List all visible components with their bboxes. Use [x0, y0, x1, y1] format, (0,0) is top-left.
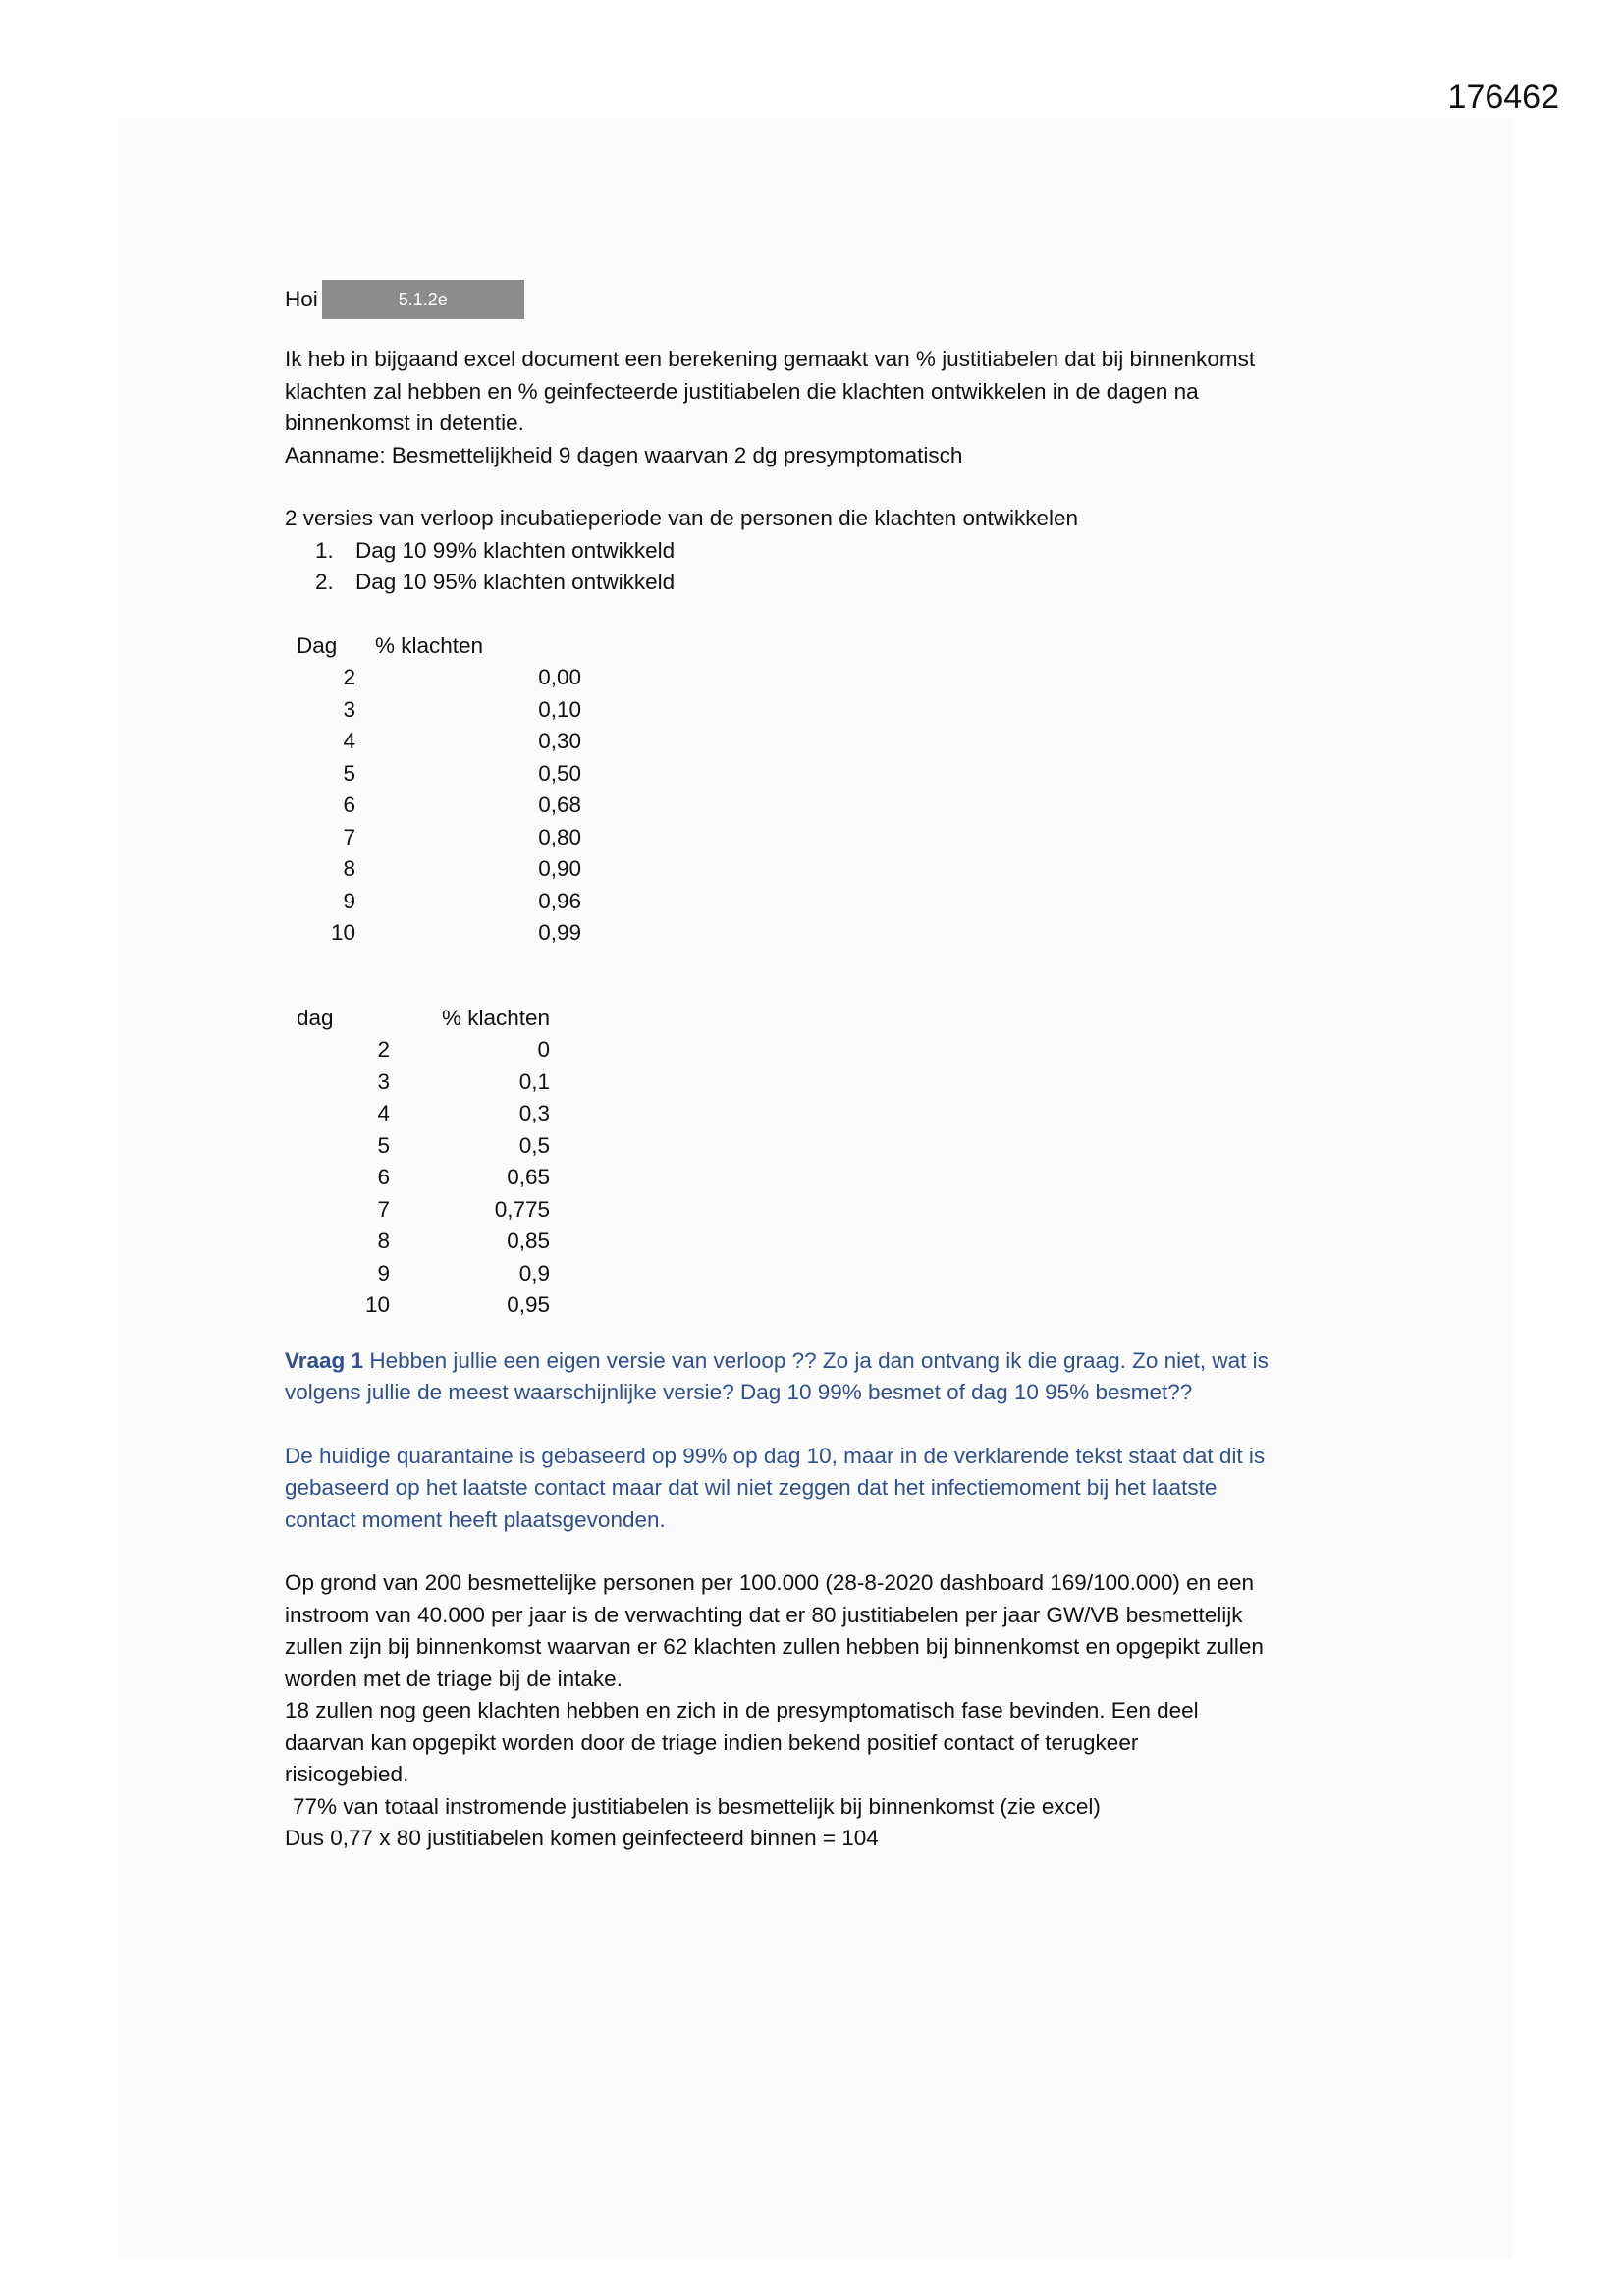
- day-cell: 2: [377, 1037, 390, 1062]
- value-cell: 0,96: [538, 888, 581, 913]
- value-cell: 0,99: [538, 920, 581, 945]
- table-header-row: [297, 1003, 550, 1035]
- assumption-line: Aanname: Besmettelijkheid 9 dagen waarvan 2 dg presymptomatisch: [285, 442, 963, 467]
- day-cell: 7: [377, 1196, 390, 1222]
- quarantine-line: De huidige quarantaine is gebaseerd op 99% op dag 10, maar in de verklarende tekst staat dat dit is: [285, 1443, 1266, 1468]
- table-row: [297, 1194, 550, 1227]
- day-cell: 5: [343, 760, 355, 786]
- table-row: [297, 1258, 550, 1290]
- incubation-table-95: [297, 1003, 550, 1322]
- value-cell: 0,80: [538, 824, 581, 849]
- table-row: [297, 758, 581, 791]
- value-cell: 0,775: [494, 1196, 550, 1222]
- day-cell: 5: [377, 1132, 390, 1158]
- redaction-box: [322, 280, 524, 319]
- day-cell: 2: [343, 665, 355, 689]
- estimate-line: 77% van totaal instromende justitiabelen is besmettelijk bij binnenkomst (zie excel): [293, 1793, 1101, 1819]
- intro-line: Ik heb in bijgaand excel document een berekening gemaakt van % justitiabelen dat bij binnenkomst: [285, 347, 1256, 371]
- value-cell: 0,90: [538, 856, 581, 881]
- column-header-day: Dag: [297, 632, 338, 658]
- day-cell: 4: [377, 1101, 390, 1125]
- table-row: [297, 1098, 550, 1130]
- document-body: [285, 279, 1365, 1855]
- table-row: [297, 790, 581, 822]
- quarantine-line: contact moment heeft plaatsgevonden.: [285, 1506, 666, 1532]
- table-row: [297, 886, 581, 918]
- table-row: [297, 694, 581, 727]
- column-header-day: dag: [297, 1005, 334, 1030]
- quarantine-paragraph: [285, 1441, 1365, 1537]
- table-row: [297, 917, 581, 950]
- value-cell: 0: [537, 1037, 550, 1062]
- table-row: [297, 1162, 550, 1194]
- day-cell: 3: [343, 696, 355, 722]
- document-id: 176462: [1447, 79, 1559, 116]
- value-cell: 0,1: [518, 1068, 550, 1094]
- day-cell: 4: [343, 729, 355, 753]
- table-row: [297, 1130, 550, 1163]
- estimate-line: worden met de triage bij de intake.: [285, 1666, 623, 1691]
- column-header-complaints: % klachten: [441, 1005, 550, 1030]
- table-row: [297, 1226, 550, 1258]
- versions-list: [285, 535, 1365, 599]
- versions-section: [285, 503, 1365, 599]
- value-cell: 0,65: [507, 1165, 550, 1189]
- value-cell: 0,68: [538, 793, 581, 817]
- day-cell: 9: [343, 888, 355, 913]
- quarantine-line: gebaseerd op het laatste contact maar dat wil niet zeggen dat het infectiemoment bij het laatste: [285, 1475, 1218, 1500]
- estimate-line: risicogebied.: [285, 1762, 409, 1786]
- list-item: 2. Dag 10 95% klachten ontwikkeld: [340, 567, 1365, 599]
- list-item: 1. Dag 10 99% klachten ontwikkeld: [340, 535, 1365, 568]
- day-cell: 3: [377, 1068, 390, 1094]
- value-cell: 0,10: [538, 696, 581, 722]
- estimate-line: Dus 0,77 x 80 justitiabelen komen geinfecteerd binnen = 104: [285, 1826, 879, 1850]
- value-cell: 0,9: [518, 1260, 550, 1285]
- day-cell: 9: [377, 1260, 390, 1285]
- value-cell: 0,5: [518, 1132, 550, 1158]
- day-cell: 8: [343, 856, 355, 881]
- table-row: [297, 822, 581, 854]
- table-row: [297, 1289, 550, 1322]
- table-row: [297, 853, 581, 886]
- greeting-word: Hoi: [285, 286, 318, 311]
- value-cell: 0,85: [507, 1229, 550, 1253]
- day-cell: 8: [377, 1229, 390, 1253]
- day-cell: 10: [330, 920, 355, 945]
- redaction-label: 5.1.2e: [398, 289, 448, 309]
- estimate-line: 18 zullen nog geen klachten hebben en zich in de presymptomatisch fase bevinden. Een deel: [285, 1698, 1199, 1722]
- day-cell: 6: [343, 793, 355, 817]
- value-cell: 0,95: [507, 1292, 550, 1317]
- question-line: [285, 1345, 1365, 1378]
- estimate-line: daarvan kan opgepikt worden door de triage indien bekend positief contact of terugkeer: [285, 1729, 1139, 1755]
- question-text: Hebben jullie een eigen versie van verloop ?? Zo ja dan ontvang ik die graag. Zo niet, wat is: [363, 1347, 1269, 1373]
- table-row: [297, 1066, 550, 1099]
- intro-line: binnenkomst in detentie.: [285, 410, 524, 435]
- column-header-complaints: % klachten: [375, 632, 484, 658]
- greeting: [285, 279, 1365, 320]
- day-cell: 7: [343, 824, 355, 849]
- versions-heading: 2 versies van verloop incubatieperiode van de personen die klachten ontwikkelen: [285, 506, 1079, 530]
- value-cell: 0,30: [538, 729, 581, 753]
- table-header-row: [297, 630, 581, 663]
- estimate-line: instroom van 40.000 per jaar is de verwachting dat er 80 justitiabelen per jaar GW/VB besmettelijk: [285, 1602, 1243, 1627]
- table-row: [297, 662, 581, 694]
- estimate-line: zullen zijn bij binnenkomst waarvan er 62 klachten zullen hebben bij binnenkomst en opgepikt zullen: [285, 1634, 1264, 1659]
- value-cell: 0,50: [538, 760, 581, 786]
- value-cell: 0,00: [538, 665, 581, 689]
- intro-paragraph: [285, 344, 1365, 471]
- table-row: [297, 1034, 550, 1066]
- incubation-table-99: [297, 630, 581, 950]
- question-1: [285, 1345, 1365, 1409]
- estimate-line: Op grond van 200 besmettelijke personen per 100.000 (28-8-2020 dashboard 169/100.000) en een: [285, 1570, 1254, 1595]
- question-line: volgens jullie de meest waarschijnlijke versie? Dag 10 99% besmet of dag 10 95% besmet??: [285, 1380, 1193, 1404]
- day-cell: 10: [364, 1292, 390, 1317]
- value-cell: 0,3: [518, 1101, 550, 1125]
- estimate-paragraph: [285, 1567, 1365, 1855]
- day-cell: 6: [377, 1165, 390, 1189]
- question-label: Vraag 1: [285, 1347, 364, 1373]
- intro-line: klachten zal hebben en % geinfecteerde justitiabelen die klachten ontwikkelen in de dagen na: [285, 378, 1199, 404]
- table-row: [297, 726, 581, 758]
